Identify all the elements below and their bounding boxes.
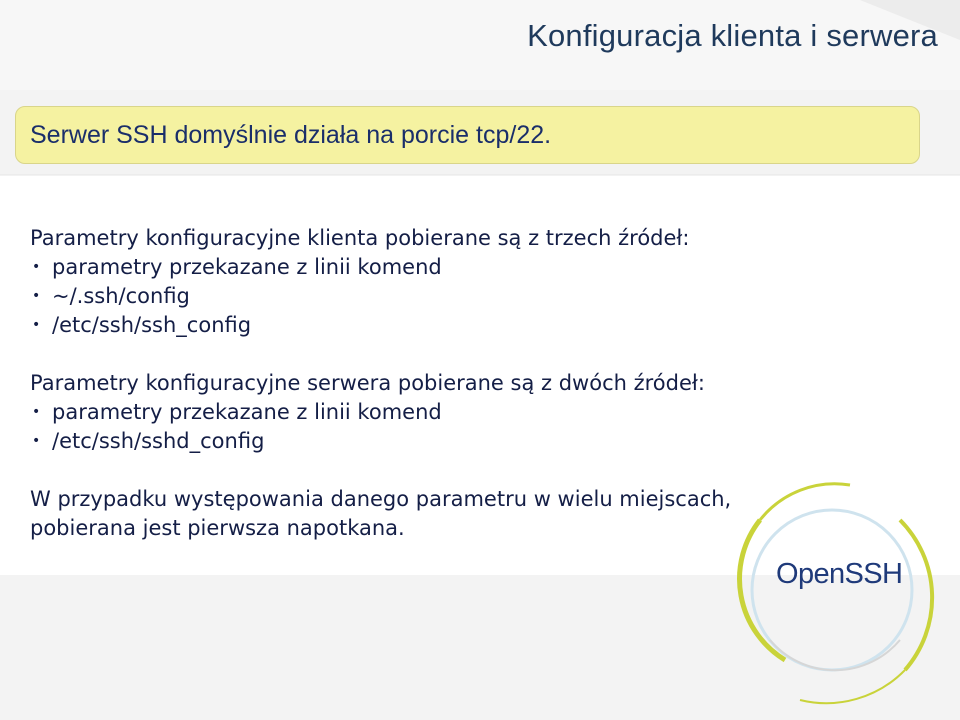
note-line-2: pobierana jest pierwsza napotkana. — [30, 516, 405, 540]
list-item: • /etc/ssh/sshd_config — [30, 427, 731, 456]
highlight-box — [15, 106, 920, 164]
note-line-1: W przypadku występowania danego parametru w wielu miejscach, — [30, 487, 732, 511]
server-intro: Parametry konfiguracyjne serwera pobierane są z dwóch źródeł: — [30, 371, 705, 395]
bullet-icon: • — [32, 317, 41, 333]
bullet-icon: • — [32, 404, 41, 420]
slide-content — [30, 224, 731, 543]
list-item: • ~/.ssh/config — [30, 282, 731, 311]
bullet-icon: • — [32, 259, 41, 275]
client-intro: Parametry konfiguracyjne klienta pobierane są z trzech źródeł: — [30, 226, 690, 250]
slide-title: Konfiguracja klienta i serwera — [527, 18, 938, 53]
list-item: • /etc/ssh/ssh_config — [30, 311, 731, 340]
openssh-logo: OpenSSH — [776, 558, 903, 590]
list-item: • parametry przekazane z linii komend — [30, 398, 731, 427]
bullet-icon: • — [32, 288, 41, 304]
list-item: • parametry przekazane z linii komend — [30, 253, 731, 282]
client-sources-list — [30, 253, 731, 340]
highlight-text: Serwer SSH domyślnie działa na porcie tcp/22. — [30, 121, 552, 149]
bullet-icon: • — [32, 433, 41, 449]
server-sources-list — [30, 398, 731, 456]
